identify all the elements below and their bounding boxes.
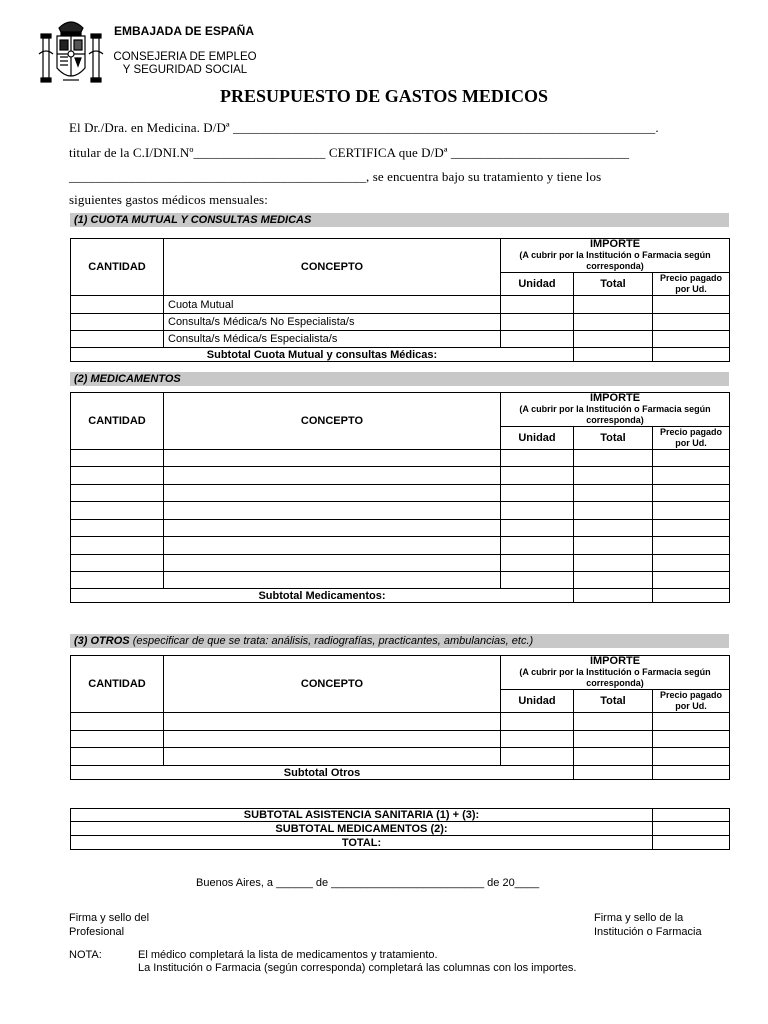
importe-note: (A cubrir por la Institución o Farmacia según corresponda) bbox=[519, 404, 711, 425]
totals-asistencia-value[interactable] bbox=[653, 809, 730, 822]
department-line-2: Y SEGURIDAD SOCIAL bbox=[122, 64, 248, 76]
signature-professional bbox=[69, 911, 149, 939]
cell-concepto[interactable] bbox=[164, 467, 501, 485]
cell-unidad[interactable] bbox=[501, 296, 574, 314]
col-importe bbox=[501, 393, 730, 427]
section-2-subtotal-value[interactable] bbox=[574, 589, 653, 603]
coat-of-arms-emblem bbox=[37, 14, 105, 92]
section-1-subtotal-value[interactable] bbox=[574, 348, 653, 362]
section-3-table bbox=[70, 655, 730, 780]
cell-concepto[interactable] bbox=[164, 450, 501, 467]
col-total: Total bbox=[574, 690, 653, 713]
cell-unidad[interactable] bbox=[501, 555, 574, 572]
col-cantidad: CANTIDAD bbox=[71, 239, 164, 296]
cell-unidad[interactable] bbox=[501, 314, 574, 331]
cell-cantidad[interactable] bbox=[71, 467, 164, 485]
nota-label: NOTA: bbox=[69, 949, 102, 961]
cell-total[interactable] bbox=[574, 748, 653, 766]
section-2-heading: (2) MEDICAMENTOS bbox=[70, 372, 729, 386]
cell-unidad[interactable] bbox=[501, 502, 574, 520]
cell-precio[interactable] bbox=[653, 467, 730, 485]
row-concept: Consulta/s Médica/s Especialista/s bbox=[164, 331, 501, 348]
cell-precio[interactable] bbox=[653, 485, 730, 502]
col-unidad: Unidad bbox=[501, 427, 574, 450]
totals-medicamentos-label: SUBTOTAL MEDICAMENTOS (2): bbox=[71, 822, 653, 836]
cell-precio[interactable] bbox=[653, 713, 730, 731]
cell-total[interactable] bbox=[574, 296, 653, 314]
cell-cantidad[interactable] bbox=[71, 748, 164, 766]
signature-professional-line-2: Profesional bbox=[69, 926, 125, 938]
cell-total[interactable] bbox=[574, 502, 653, 520]
cell-cantidad[interactable] bbox=[71, 572, 164, 589]
cell-cantidad[interactable] bbox=[71, 450, 164, 467]
cell-concepto[interactable] bbox=[164, 713, 501, 731]
department-name bbox=[113, 51, 257, 77]
cell-precio[interactable] bbox=[653, 748, 730, 766]
row-concept: Consulta/s Médica/s No Especialista/s bbox=[164, 314, 501, 331]
department-line-1: CONSEJERIA DE EMPLEO bbox=[113, 51, 257, 63]
section-3-heading bbox=[70, 634, 729, 648]
cell-precio[interactable] bbox=[653, 331, 730, 348]
section-1-table bbox=[70, 238, 730, 362]
col-unidad: Unidad bbox=[501, 690, 574, 713]
nota-line-2: La Institución o Farmacia (según corresponda) completará las columnas con los importes. bbox=[138, 962, 577, 974]
col-total: Total bbox=[574, 273, 653, 296]
intro-line-4: siguientes gastos médicos mensuales: bbox=[69, 192, 268, 207]
signature-institution-line-2: Institución o Farmacia bbox=[594, 926, 702, 938]
cell-total[interactable] bbox=[574, 314, 653, 331]
intro-line-3: _____________________________________________, se encuentra bajo su tratamiento y tiene los bbox=[69, 169, 602, 184]
signature-professional-line-1: Firma y sello del bbox=[69, 912, 150, 924]
cell-cantidad[interactable] bbox=[71, 296, 164, 314]
col-concepto: CONCEPTO bbox=[164, 393, 501, 450]
col-unidad: Unidad bbox=[501, 273, 574, 296]
cell-precio[interactable] bbox=[653, 450, 730, 467]
cell-cantidad[interactable] bbox=[71, 520, 164, 537]
col-importe bbox=[501, 239, 730, 273]
cell-precio[interactable] bbox=[653, 555, 730, 572]
totals-table bbox=[70, 808, 730, 850]
cell-unidad[interactable] bbox=[501, 731, 574, 748]
section-2-subtotal-extra bbox=[653, 589, 730, 603]
cell-total[interactable] bbox=[574, 331, 653, 348]
cell-concepto[interactable] bbox=[164, 555, 501, 572]
cell-unidad[interactable] bbox=[501, 572, 574, 589]
importe-label: IMPORTE bbox=[589, 238, 641, 250]
totals-medicamentos-value[interactable] bbox=[653, 822, 730, 836]
cell-precio[interactable] bbox=[653, 572, 730, 589]
cell-precio[interactable] bbox=[653, 520, 730, 537]
cell-precio[interactable] bbox=[653, 731, 730, 748]
cell-cantidad[interactable] bbox=[71, 713, 164, 731]
totals-total-value[interactable] bbox=[653, 836, 730, 850]
cell-cantidad[interactable] bbox=[71, 314, 164, 331]
section-2-subtotal-label: Subtotal Medicamentos: bbox=[71, 589, 574, 603]
cell-total[interactable] bbox=[574, 537, 653, 555]
col-precio: Precio pagado por Ud. bbox=[653, 273, 730, 296]
cell-precio[interactable] bbox=[653, 502, 730, 520]
place-date-line: Buenos Aires, a ______ de _________________________ de 20____ bbox=[196, 877, 540, 889]
cell-cantidad[interactable] bbox=[71, 502, 164, 520]
section-3-subtotal-extra bbox=[653, 766, 730, 780]
intro-line-1: El Dr./Dra. en Medicina. D/Dª ________________________________________________________________. bbox=[69, 120, 659, 135]
row-concept: Cuota Mutual bbox=[164, 296, 501, 314]
cell-cantidad[interactable] bbox=[71, 537, 164, 555]
cell-precio[interactable] bbox=[653, 296, 730, 314]
col-precio: Precio pagado por Ud. bbox=[653, 427, 730, 450]
section-3-subtotal-value[interactable] bbox=[574, 766, 653, 780]
intro-line-2: titular de la C.I/DNI.Nº____________________ CERTIFICA que D/Dª ___________________________ bbox=[69, 145, 630, 160]
embassy-name: EMBAJADA DE ESPAÑA bbox=[114, 24, 255, 38]
col-concepto: CONCEPTO bbox=[164, 656, 501, 713]
cell-total[interactable] bbox=[574, 713, 653, 731]
cell-unidad[interactable] bbox=[501, 537, 574, 555]
cell-unidad[interactable] bbox=[501, 450, 574, 467]
section-3-title: (3) OTROS bbox=[74, 635, 130, 647]
cell-total[interactable] bbox=[574, 731, 653, 748]
importe-note: (A cubrir por la Institución o Farmacia según corresponda) bbox=[519, 667, 711, 688]
cell-cantidad[interactable] bbox=[71, 731, 164, 748]
col-cantidad: CANTIDAD bbox=[71, 656, 164, 713]
cell-concepto[interactable] bbox=[164, 485, 501, 502]
cell-unidad[interactable] bbox=[501, 748, 574, 766]
cell-total[interactable] bbox=[574, 485, 653, 502]
cell-unidad[interactable] bbox=[501, 485, 574, 502]
importe-label: IMPORTE bbox=[589, 392, 641, 404]
cell-unidad[interactable] bbox=[501, 520, 574, 537]
cell-total[interactable] bbox=[574, 572, 653, 589]
cell-total[interactable] bbox=[574, 520, 653, 537]
cell-precio[interactable] bbox=[653, 537, 730, 555]
col-precio: Precio pagado por Ud. bbox=[653, 690, 730, 713]
cell-precio[interactable] bbox=[653, 314, 730, 331]
col-concepto: CONCEPTO bbox=[164, 239, 501, 296]
cell-cantidad[interactable] bbox=[71, 331, 164, 348]
cell-total[interactable] bbox=[574, 450, 653, 467]
section-3-subtotal-label: Subtotal Otros bbox=[71, 766, 574, 780]
cell-unidad[interactable] bbox=[501, 467, 574, 485]
section-3-note: (especificar de que se trata: análisis, radiografías, practicantes, ambulancias, etc.) bbox=[132, 635, 534, 647]
cell-concepto[interactable] bbox=[164, 520, 501, 537]
nota-text bbox=[138, 949, 576, 975]
signature-institution-line-1: Firma y sello de la bbox=[594, 912, 684, 924]
cell-unidad[interactable] bbox=[501, 713, 574, 731]
cell-cantidad[interactable] bbox=[71, 485, 164, 502]
cell-concepto[interactable] bbox=[164, 502, 501, 520]
section-2-table bbox=[70, 392, 730, 603]
cell-unidad[interactable] bbox=[501, 331, 574, 348]
cell-total[interactable] bbox=[574, 467, 653, 485]
section-1-heading: (1) CUOTA MUTUAL Y CONSULTAS MEDICAS bbox=[70, 213, 729, 227]
importe-note: (A cubrir por la Institución o Farmacia según corresponda) bbox=[519, 250, 711, 271]
signature-institution bbox=[594, 911, 702, 939]
cell-concepto[interactable] bbox=[164, 731, 501, 748]
cell-total[interactable] bbox=[574, 555, 653, 572]
col-importe bbox=[501, 656, 730, 690]
cell-concepto[interactable] bbox=[164, 537, 501, 555]
totals-total-label: TOTAL: bbox=[71, 836, 653, 850]
section-1-subtotal-label: Subtotal Cuota Mutual y consultas Médicas: bbox=[71, 348, 574, 362]
document-title: PRESUPUESTO DE GASTOS MEDICOS bbox=[220, 86, 548, 106]
importe-label: IMPORTE bbox=[589, 655, 641, 667]
col-total: Total bbox=[574, 427, 653, 450]
nota-line-1: El médico completará la lista de medicamentos y tratamiento. bbox=[138, 949, 438, 961]
totals-asistencia-label: SUBTOTAL ASISTENCIA SANITARIA (1) + (3): bbox=[71, 809, 653, 822]
cell-cantidad[interactable] bbox=[71, 555, 164, 572]
col-cantidad: CANTIDAD bbox=[71, 393, 164, 450]
section-1-subtotal-extra bbox=[653, 348, 730, 362]
cell-concepto[interactable] bbox=[164, 572, 501, 589]
cell-concepto[interactable] bbox=[164, 748, 501, 766]
